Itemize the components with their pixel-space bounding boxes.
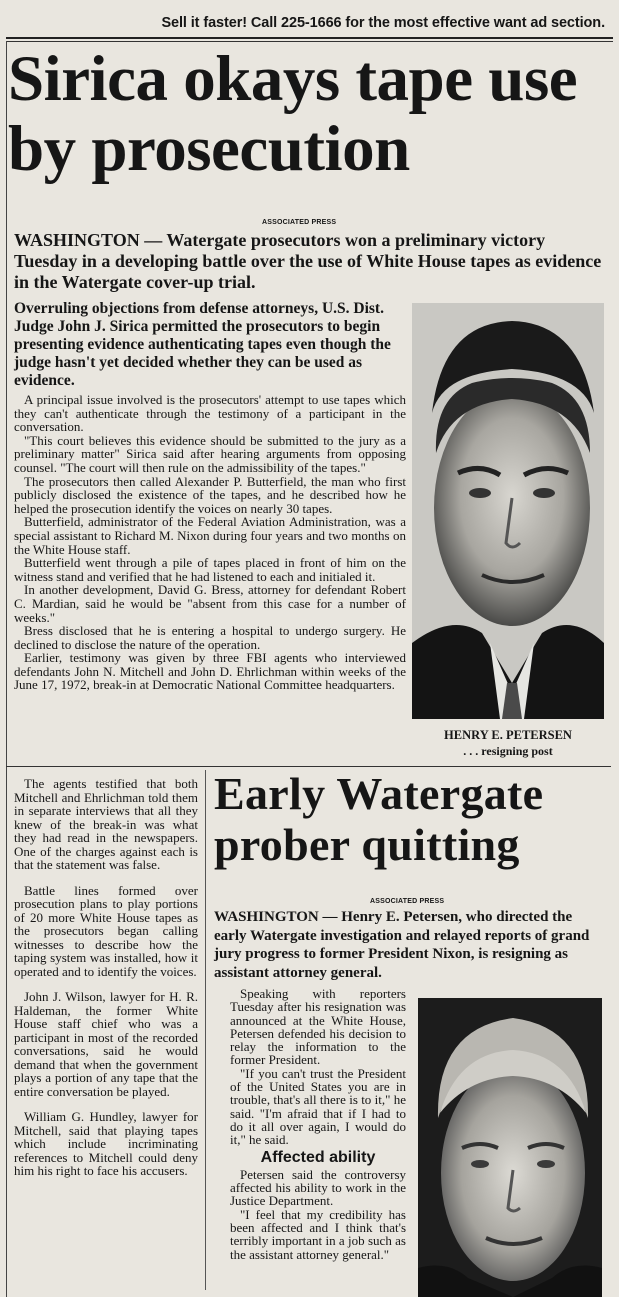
story1-continued-paragraph: John J. Wilson, lawyer for H. R. Haldeman, the former White House staff chief who was a participant in most of the recorded conversations, said he would demand that when the government plays a portion of any tape that the entire conversation be played. [14,989,198,1099]
story2-lead: WASHINGTON — Henry E. Petersen, who directed the early Watergate investigation and relayed reports of grand jury progress to former President Nixon, is resigning as assistant attorney general. [214,909,590,981]
story1-paragraph: A principal issue involved is the prosecutors' attempt to use tapes which they can't authenticate through the testimony of a participant in the conversation. [14,392,406,435]
petersen-photo-small [418,998,602,1297]
story2-paragraph: "If you can't trust the President of the United States you are in trouble, that's all there is to it," he said. "I'm afraid that if I had to do it all over again, I would do it," he said. [230,1065,406,1148]
column-divider [205,770,206,1290]
story2-paragraph: Petersen said the controversy affected his ability to work in the Justice Department. [230,1166,406,1209]
story1-paragraph: Earlier, testimony was given by three FBI agents who interviewed defendants John N. Mitchell and John D. Ehrlichman within weeks of the June 17, 1972, break-in at Democratic National Committee headquarters. [14,650,406,693]
story1-continued-paragraph: Battle lines formed over prosecution plans to play portions of 20 more White House tapes as the prosecutors began calling witnesses to describe how the taping system was installed, how it operated and to identify the voices. [14,882,198,979]
top-rule-thin [6,41,613,42]
story1-continued-paragraph: William G. Hundley, lawyer for Mitchell, said that playing tapes which include incriminating references to Mitchell could deny him his right to face his accusers. [14,1109,198,1178]
story1-lead: WASHINGTON — Watergate prosecutors won a preliminary victory Tuesday in a developing battle over the use of White House tapes as evidence in the Watergate cover-up trial. [14,230,602,292]
story1-headline: Sirica okays tape use by prosecution [8,43,578,185]
story2-byline: ASSOCIATED PRESS [370,898,445,905]
photo-caption-subtitle: . . . resigning post [463,744,553,758]
story1-paragraph: Butterfield went through a pile of tapes placed in front of him on the witness stand and verified that he had listened to each and initialed it. [14,555,406,584]
top-banner [0,0,619,40]
story1-paragraph: In another development, David G. Bress, attorney for defendant Robert C. Mardian, said he would be "absent from this case for a number of weeks." [14,582,406,625]
story2-paragraph: Speaking with reporters Tuesday after his resignation was announced at the White House, Petersen defended his decision to relay the information to the former President. [230,986,406,1068]
story2-headline: Early Watergate prober quitting [214,768,544,870]
petersen-photo-large [412,303,604,719]
story1-body [14,393,406,692]
story1-paragraph: Butterfield, administrator of the Federal Aviation Administration, was a special assistant to Richard M. Nixon during four years and two months on the White House staff. [14,514,406,557]
story1-continued [14,777,198,1190]
top-rule [6,37,613,39]
story1-paragraph: Bress disclosed that he is entering a hospital to undergo surgery. He declined to disclose the nature of the operation. [14,623,406,652]
story1-continued-paragraph: The agents testified that both Mitchell and Ehrlichman told them in separate interviews that all they knew of the break-in was what they had read in the newspapers. One of the charges against each is that the statement was false. [14,776,198,872]
story1-byline: ASSOCIATED PRESS [262,219,337,226]
story1-paragraph: "This court believes this evidence should be submitted to the jury as a preliminary matter" Sirica said after hearing arguments from opposing counsel. "The court will then rule on the admissibility of the tapes." [14,432,406,475]
want-ad-promo: Sell it faster! Call 225-1666 for the most effective want ad section. [161,15,605,31]
story2-paragraph: "I feel that my credibility has been affected and I think that's terribly important in a job such as the assistant attorney general." [230,1206,406,1262]
story2-subhead: Affected ability [260,1148,376,1166]
photo-caption-name: HENRY E. PETERSEN [444,728,572,742]
section-rule [6,766,611,767]
story2-body [230,987,406,1261]
story1-intro: Overruling objections from defense attorneys, U.S. Dist. Judge John J. Sirica permitted the prosecutors to begin presenting evidence authenticating tapes even though the judge hasn't yet decided whether they can be used as evidence. [14,300,391,389]
left-frame-rule [6,41,7,1297]
story1-paragraph: The prosecutors then called Alexander P. Butterfield, the man who first publicly disclosed the existence of the tapes, and he described how he helped the prosecution identify the voices on nearly 30 tapes. [14,473,406,516]
